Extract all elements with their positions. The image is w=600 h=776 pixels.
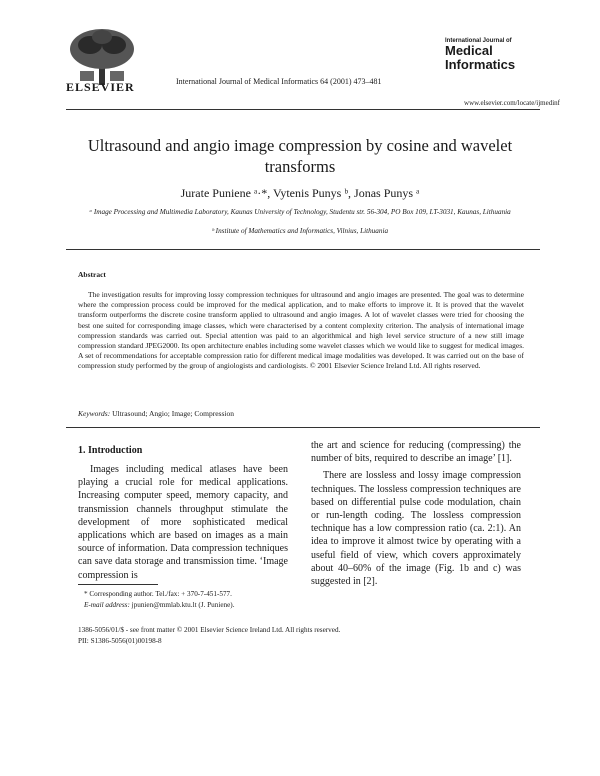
abstract-body: The investigation results for improving lossy compression techniques for ultrasound and angio images are presented. The goal was to determine where the compression process could be improved for the medical application, and to make efforts to improve it. It is proved that the wavelet transform outperforms the discrete cosine transform applied to ultrasound and angio images. A lot of wavelet classes were tried for choosing the best one suited for corresponding image classes, which were characterised by a content complexity criterion. The analysis of international image compression standards was carried out. Special attention was paid to an algorithmical and high level service structure of a new still image compression standard JPEG2000. Its open architecture enables including some wavelet classes which we would like to suggest for medical images. A set of recommendations for acceptable compression ratio for different medical image modalities was developed. It was carried out on the base of compression study performed by the group of angiologists and cardiologists. © 2001 Elsevier Science Ireland Ltd. All rights reserved. bbox=[78, 290, 524, 371]
right-column-paragraph-1: the art and science for reducing (compressing) the number of bits, required to describe an image’ [1]. bbox=[311, 440, 521, 465]
footnote-email bbox=[84, 601, 235, 609]
journal-brand-line1: Medical bbox=[445, 43, 493, 58]
affiliation-b: ᵇ Institute of Mathematics and Informatics, Vilnius, Lithuania bbox=[211, 227, 389, 235]
journal-brand bbox=[445, 38, 565, 72]
footnote-corresponding-author: * Corresponding author. Tel./fax: + 370-7-451-577. bbox=[84, 590, 232, 598]
keywords-label: Keywords: bbox=[78, 409, 111, 418]
left-column-text: Images including medical atlases have been playing a crucial role for medical applications. Increasing computer speed, memory capacity, and transmission channels throughput stimulate the development of more sophisticated medical applications which are based on images as a main source of information. Data compression techniques can save data storage and transmission time. ‘Image compression is bbox=[78, 464, 288, 581]
paper-title: Ultrasound and angio image compression by cosine and wavelet transforms bbox=[87, 136, 513, 176]
journal-brand-title bbox=[445, 44, 565, 72]
keywords-list: Ultrasound; Angio; Image; Compression bbox=[110, 409, 234, 418]
footnote-email-label: E-mail address: bbox=[84, 601, 130, 609]
journal-url[interactable]: www.elsevier.com/locate/ijmedinf bbox=[464, 99, 560, 107]
keywords bbox=[78, 409, 234, 418]
journal-citation: International Journal of Medical Informatics 64 (2001) 473–481 bbox=[176, 77, 382, 86]
author-list: Jurate Puniene ᵃ·*, Vytenis Punys ᵇ, Jonas Punys ᵃ bbox=[180, 186, 420, 200]
front-matter-copyright: 1386-5056/01/$ - see front matter © 2001 Elsevier Science Ireland Ltd. All rights reserved. bbox=[78, 626, 341, 634]
journal-brand-small: International Journal of bbox=[445, 38, 512, 44]
right-column-paragraph-2: There are lossless and lossy image compression techniques. The lossless compression techniques are based on differential pulse code modulation, chain or run-length coding. The lossless compression technique has a low compression ratio (ca. 2:1). An idea to improve it almost twice by operating with a useful field of view, which covers approximately about 40–60% of the image (Fig. 1b and c) was suggested in [2]. bbox=[311, 470, 521, 588]
section-heading-introduction: 1. Introduction bbox=[78, 445, 143, 456]
publisher-name: ELSEVIER bbox=[66, 80, 135, 94]
pii-identifier: PII: S1386-5056(01)00198-8 bbox=[78, 637, 162, 645]
right-column bbox=[311, 439, 521, 588]
header-divider bbox=[66, 109, 540, 110]
abstract-heading: Abstract bbox=[78, 270, 106, 279]
footnote-divider bbox=[78, 584, 158, 585]
affiliation-a: ᵃ Image Processing and Multimedia Laboratory, Kaunas University of Technology, Studentu str. 56-304, PO Box 109, LT-3031, Kaunas, Lithuania bbox=[89, 208, 511, 216]
journal-brand-line2: Informatics bbox=[445, 57, 516, 72]
abstract-divider bbox=[66, 427, 540, 428]
footnote-email-value[interactable]: jpunien@mmlab.ktu.lt (J. Puniene). bbox=[129, 601, 235, 609]
affiliation-divider bbox=[66, 249, 540, 250]
